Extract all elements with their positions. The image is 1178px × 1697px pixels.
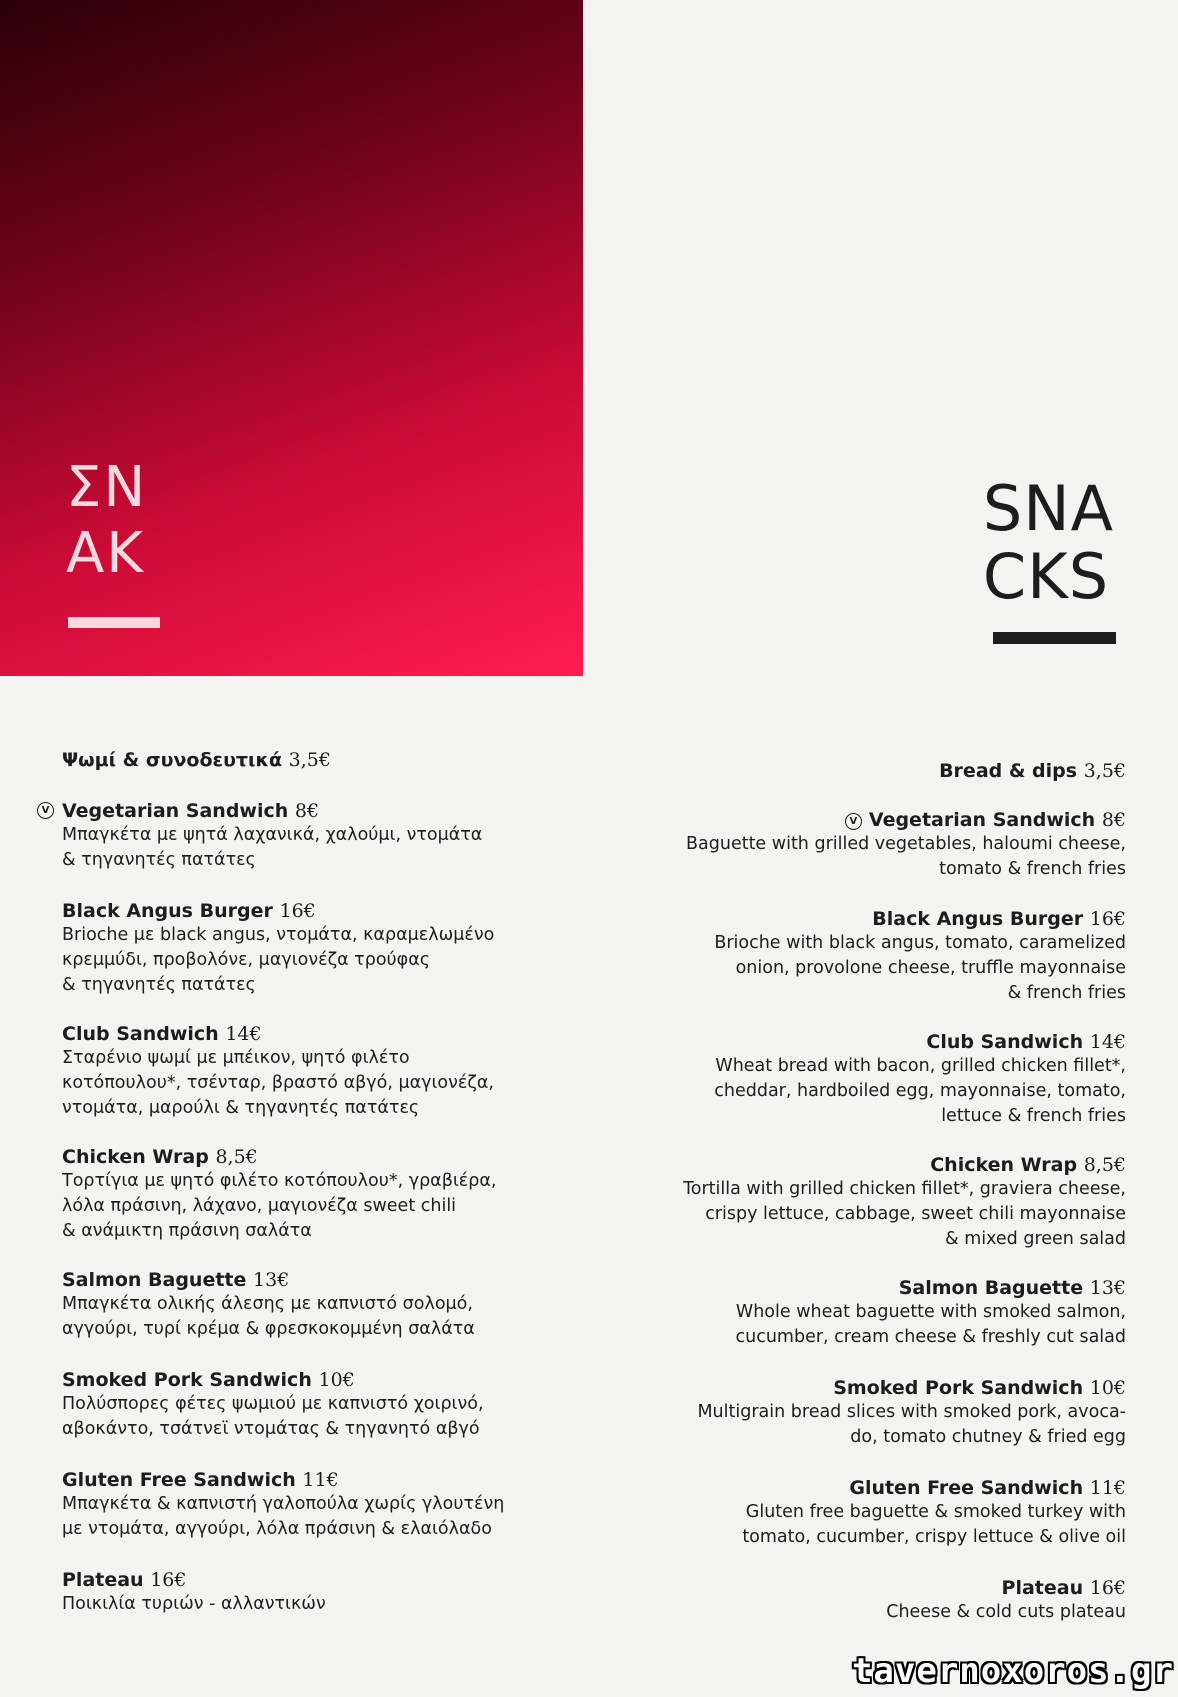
menu-item-name: Salmon Baguette xyxy=(898,1277,1084,1299)
menu-item-heading xyxy=(586,759,1126,783)
menu-item-name: Black Angus Burger xyxy=(872,908,1084,930)
menu-item-price: 3,5€ xyxy=(288,749,331,771)
menu-item-gr xyxy=(62,899,602,998)
menu-item-description: Ποικιλία τυριών - αλλαντικών xyxy=(62,1594,326,1614)
menu-item-en xyxy=(586,1476,1126,1550)
menu-item-heading xyxy=(586,808,1126,832)
menu-item-name: Ψωμί & συνοδευτικά xyxy=(62,749,283,771)
menu-item-price: 14€ xyxy=(1089,1031,1126,1053)
menu-item-heading xyxy=(586,1576,1126,1600)
menu-item-price: 13€ xyxy=(1089,1277,1126,1299)
title-english-underline xyxy=(993,632,1116,644)
menu-item-description: Wheat bread with bacon, grilled chicken fillet*, cheddar, hardboiled egg, mayonnaise, tomato, lettuce & french fries xyxy=(714,1056,1126,1126)
menu-item-price: 10€ xyxy=(1089,1377,1126,1399)
menu-item-gr xyxy=(62,1022,602,1121)
menu-item-heading xyxy=(62,1022,602,1046)
menu-item-heading xyxy=(62,1268,602,1292)
title-greek-line-1: ΣΝ xyxy=(66,455,148,520)
menu-item-gr xyxy=(62,1568,602,1617)
page-title-english xyxy=(982,472,1114,613)
menu-item-description: Μπαγκέτα & καπνιστή γαλοπούλα χωρίς γλουτένη με ντομάτα, αγγούρι, λόλα πράσινη & ελαιόλαδο xyxy=(62,1494,505,1539)
menu-item-description: Τορτίγια με ψητό φιλέτο κοτόπουλου*, γραβιέρα, λόλα πράσινη, λάχανο, μαγιονέζα sweet chili & ανάμικτη πράσινη σαλάτα xyxy=(62,1171,497,1241)
menu-item-name: Gluten Free Sandwich xyxy=(62,1469,296,1491)
menu-item-en xyxy=(586,808,1126,882)
menu-item-heading xyxy=(586,1276,1126,1300)
vegetarian-icon: V xyxy=(845,813,862,830)
page-title-greek xyxy=(66,455,147,587)
menu-item-price: 16€ xyxy=(1089,908,1126,930)
menu-item-gr xyxy=(62,1368,602,1442)
menu-item-name: Smoked Pork Sandwich xyxy=(833,1377,1084,1399)
menu-item-name: Club Sandwich xyxy=(926,1031,1084,1053)
menu-item-name: Smoked Pork Sandwich xyxy=(62,1369,312,1391)
menu-item-gr xyxy=(62,1145,602,1244)
menu-item-heading xyxy=(586,1376,1126,1400)
menu-item-name: Gluten Free Sandwich xyxy=(849,1477,1084,1499)
menu-item-heading xyxy=(586,907,1126,931)
menu-item-price: 8,5€ xyxy=(1083,1154,1126,1176)
menu-item-price: 13€ xyxy=(253,1269,290,1291)
menu-item-en xyxy=(586,1153,1126,1252)
menu-item-heading xyxy=(62,1468,602,1492)
menu-item-heading xyxy=(62,899,602,923)
menu-item-description: Brioche με black angus, ντομάτα, καραμελωμένο κρεμμύδι, προβολόνε, μαγιονέζα τρούφας & τηγανητές πατάτες xyxy=(62,925,495,995)
menu-item-name: Vegetarian Sandwich xyxy=(868,809,1096,831)
menu-item-en xyxy=(586,759,1126,783)
menu-item-name: Black Angus Burger xyxy=(62,900,273,922)
title-english-line-2: CKS xyxy=(982,540,1110,613)
menu-item-description: Multigrain bread slices with smoked pork, avoca- do, tomato chutney & fried egg xyxy=(697,1402,1126,1447)
menu-item-description: Μπαγκέτα με ψητά λαχανικά, χαλούμι, ντομάτα & τηγανητές πατάτες xyxy=(62,825,483,870)
menu-item-description: Brioche with black angus, tomato, caramelized onion, provolone cheese, truffle mayonnaise & french fries xyxy=(714,933,1126,1003)
menu-item-price: 16€ xyxy=(279,900,316,922)
menu-item-price: 16€ xyxy=(150,1569,187,1591)
menu-item-heading xyxy=(586,1153,1126,1177)
menu-item-heading xyxy=(62,748,602,772)
menu-item-en xyxy=(586,1276,1126,1350)
menu-item-en xyxy=(586,1576,1126,1625)
menu-item-name: Plateau xyxy=(62,1569,144,1591)
title-greek-line-2: ΑΚ xyxy=(66,521,146,586)
menu-item-heading xyxy=(62,1145,602,1169)
menu-item-price: 8€ xyxy=(294,800,320,822)
menu-item-gr xyxy=(41,799,602,873)
menu-item-name: Chicken Wrap xyxy=(62,1146,209,1168)
menu-item-price: 16€ xyxy=(1089,1577,1126,1599)
menu-item-gr xyxy=(62,1268,602,1342)
menu-item-name: Bread & dips xyxy=(939,760,1078,782)
menu-item-en xyxy=(586,1376,1126,1450)
menu-item-gr xyxy=(62,748,602,772)
menu-item-price: 11€ xyxy=(302,1469,339,1491)
menu-item-price: 3,5€ xyxy=(1083,760,1126,782)
menu-item-en xyxy=(586,1030,1126,1129)
menu-item-price: 11€ xyxy=(1089,1477,1126,1499)
menu-item-description: Σταρένιο ψωμί με μπέικον, ψητό φιλέτο κοτόπουλου*, τσένταρ, βραστό αβγό, μαγιονέζα, ντομάτα, μαρούλι & τηγανητές πατάτες xyxy=(62,1048,494,1118)
menu-item-heading xyxy=(62,1568,602,1592)
menu-item-price: 8€ xyxy=(1101,809,1126,831)
menu-item-description: Tortilla with grilled chicken fillet*, graviera cheese, crispy lettuce, cabbage, sweet chili mayonnaise & mixed green salad xyxy=(683,1179,1126,1249)
menu-item-price: 14€ xyxy=(225,1023,262,1045)
menu-item-heading xyxy=(41,799,602,823)
menu-item-gr xyxy=(62,1468,602,1542)
menu-item-en xyxy=(586,907,1126,1006)
title-greek-underline xyxy=(68,617,160,628)
menu-item-name: Plateau xyxy=(1001,1577,1084,1599)
menu-item-name: Club Sandwich xyxy=(62,1023,219,1045)
menu-item-name: Chicken Wrap xyxy=(930,1154,1078,1176)
menu-item-name: Vegetarian Sandwich xyxy=(62,800,289,822)
menu-item-name: Salmon Baguette xyxy=(62,1269,247,1291)
title-english-line-1: SNA xyxy=(982,472,1114,545)
menu-item-heading xyxy=(62,1368,602,1392)
vegetarian-icon: V xyxy=(37,802,54,819)
menu-item-price: 10€ xyxy=(318,1369,355,1391)
menu-item-description: Gluten free baguette & smoked turkey with tomato, cucumber, crispy lettuce & olive oil xyxy=(742,1502,1126,1547)
menu-item-description: Μπαγκέτα ολικής άλεσης με καπνιστό σολομό, αγγούρι, τυρί κρέμα & φρεσκοκομμένη σαλάτα xyxy=(62,1294,475,1339)
menu-item-description: Cheese & cold cuts plateau xyxy=(886,1602,1126,1622)
menu-item-description: Πολύσπορες φέτες ψωμιού με καπνιστό χοιρινό, αβοκάντο, τσάτνεϊ ντομάτας & τηγανητό αβγό xyxy=(62,1394,484,1439)
menu-item-heading xyxy=(586,1476,1126,1500)
menu-item-price: 8,5€ xyxy=(215,1146,258,1168)
menu-item-description: Whole wheat baguette with smoked salmon, cucumber, cream cheese & freshly cut salad xyxy=(735,1302,1126,1347)
menu-item-description: Baguette with grilled vegetables, haloumi cheese, tomato & french fries xyxy=(686,834,1126,879)
menu-item-heading xyxy=(586,1030,1126,1054)
watermark: tavernoxoros.gr xyxy=(851,1651,1174,1691)
